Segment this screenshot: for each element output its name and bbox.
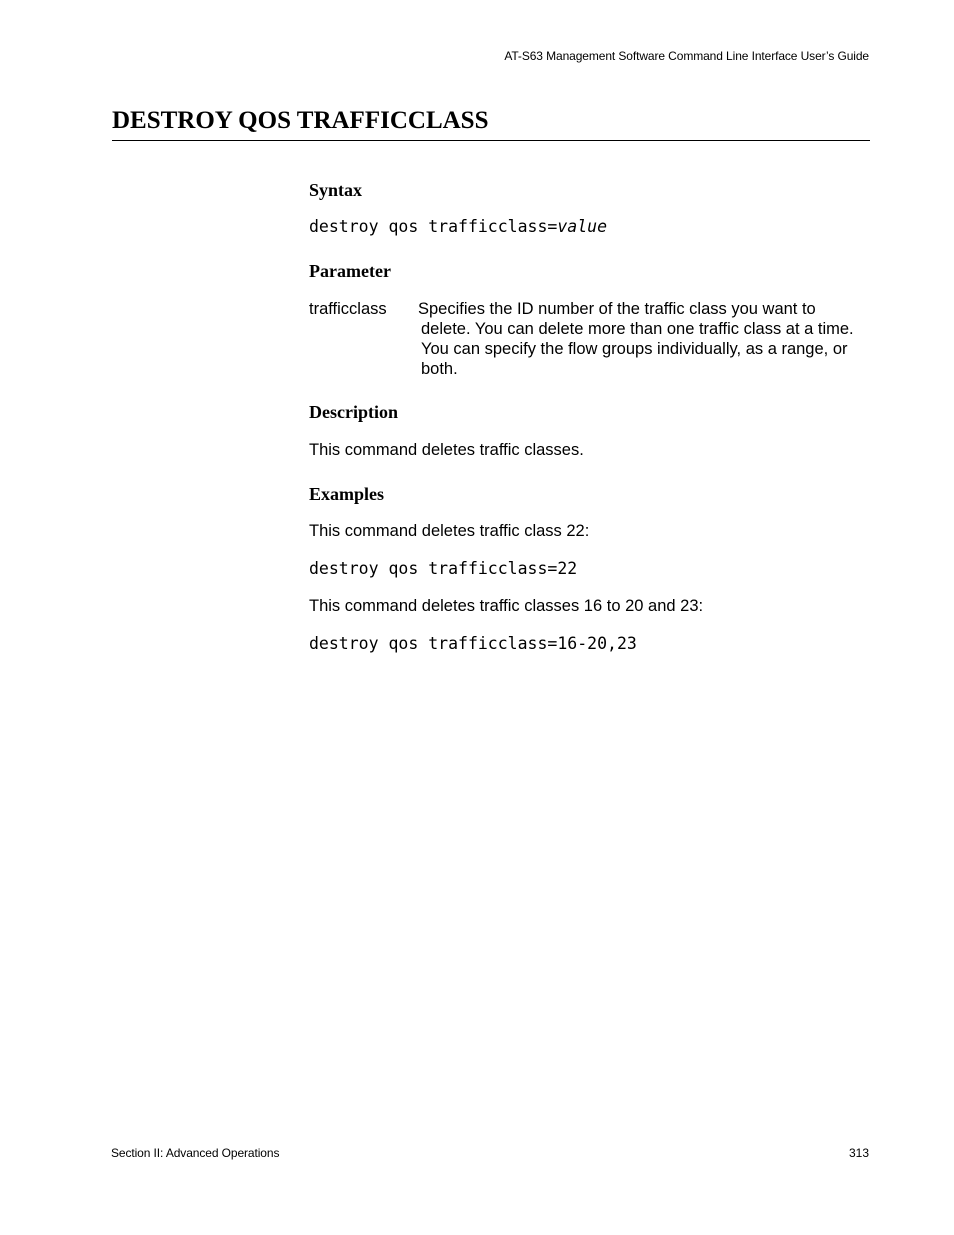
parameter-description [418,299,873,379]
parameter-name: trafficclass [309,300,387,318]
examples-heading: Examples [309,484,385,504]
page-title: DESTROY QOS TRAFFICCLASS [112,107,489,134]
description-text: This command deletes traffic classes. [309,441,584,459]
parameter-description-line: Specifies the ID number of the traffic class you want to [418,300,816,318]
example-text: This command deletes traffic classes 16 to 20 and 23: [309,597,704,615]
running-header: AT-S63 Management Software Command Line Interface User’s Guide [504,49,869,63]
page-number: 313 [848,1146,869,1160]
parameter-description-line: You can specify the flow groups individually, as a range, or [421,340,848,358]
description-heading: Description [309,402,398,422]
syntax-command-text: destroy qos trafficclass= [309,217,558,236]
syntax-command [309,216,607,238]
example-command: destroy qos trafficclass=16-20,23 [309,634,637,653]
parameter-heading: Parameter [309,261,391,281]
title-rule [112,140,870,141]
example-text: This command deletes traffic class 22: [309,522,590,540]
parameter-description-line: both. [421,360,458,378]
syntax-heading: Syntax [309,180,363,200]
parameter-description-line: delete. You can delete more than one traffic class at a time. [421,320,854,338]
footer-section: Section II: Advanced Operations [111,1146,280,1160]
example-command: destroy qos trafficclass=22 [309,559,578,578]
syntax-argument: value [557,217,608,236]
